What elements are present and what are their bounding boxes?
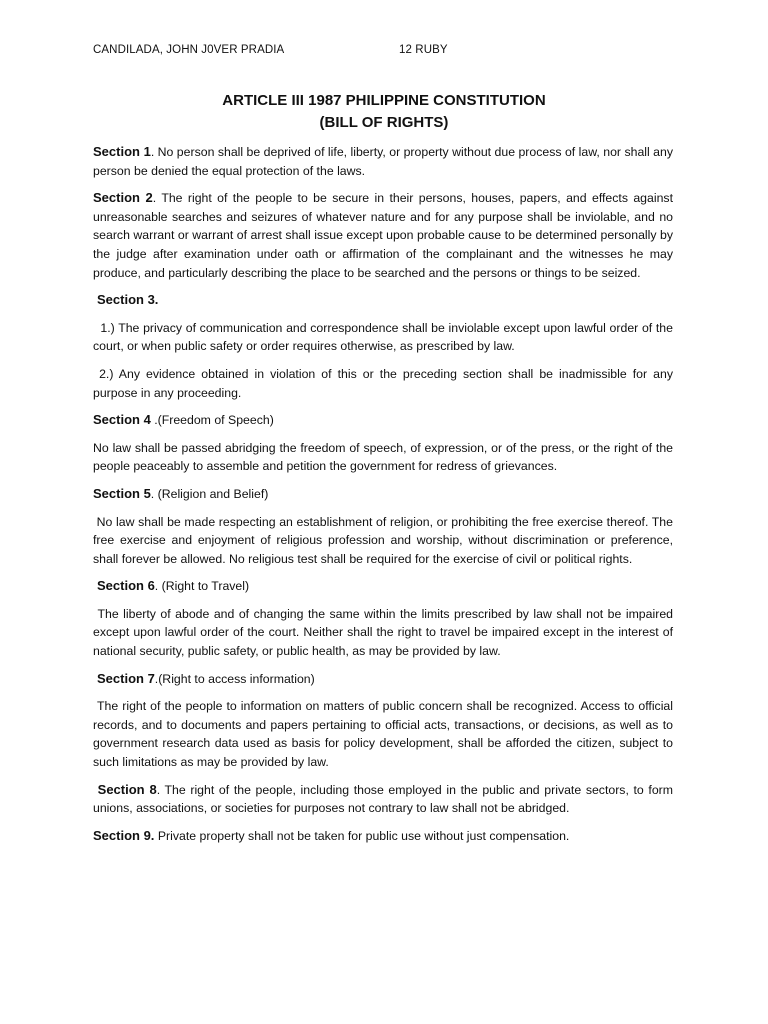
section-6-text: The liberty of abode and of changing the same within the limits prescribed by law shall not be impaired except upon lawful order of the court. Neither shall the right to travel be impaired except in the interest of national security, public safety, or public health, as may be provided by law. — [93, 606, 673, 659]
title-line-2: (BILL OF RIGHTS) — [319, 114, 449, 131]
section-7-heading — [93, 670, 673, 689]
section-9-text: Private property shall not be taken for public use without just compensation. — [154, 828, 570, 843]
section-9-label: Section 9. — [93, 827, 155, 843]
section-3-item-1: 1.) The privacy of communication and correspondence shall be inviolable except upon lawful order of the court, or when public safety or order requires otherwise, as prescribed by law. — [93, 320, 673, 354]
section-3-item-2: 2.) Any evidence obtained in violation of this or the preceding section shall be inadmissible for any purpose in any proceeding. — [93, 366, 673, 400]
section-6-subtitle: . (Right to Travel) — [154, 579, 250, 594]
section-7-subtitle: .(Right to access information) — [154, 671, 315, 686]
section-8-text: . The right of the people, including those employed in the public and private sectors, to form unions, associations, or societies for purposes not contrary to law shall not be abridged. — [93, 782, 674, 816]
title-line-1: ARTICLE III 1987 PHILIPPINE CONSTITUTION — [222, 92, 546, 109]
section-1 — [93, 143, 673, 180]
section-6-heading — [93, 577, 673, 596]
section-6-label: Section 6 — [97, 578, 155, 594]
section-2 — [93, 189, 673, 282]
section-2-label: Section 2 — [93, 190, 153, 206]
student-name: CANDILADA, JOHN J0VER PRADIA — [93, 44, 285, 56]
section-9 — [93, 827, 673, 846]
section-2-text: . The right of the people to be secure in their persons, houses, papers, and effects against unreasonable searches and seizures of whatever nature and for any purpose shall be inviolable, and no search warrant or warrant of arrest shall issue except upon probable cause to be determined personally by the judge after examination under oath or affirmation of the complainant and the witnesses he may produce, and particularly describing the place to be searched and the persons or things to be seized. — [93, 191, 673, 280]
document-body — [93, 143, 673, 854]
section-3-label: Section 3. — [97, 292, 159, 308]
section-7-text: The right of the people to information on matters of public concern shall be recognized. Access to official records, and to documents and papers pertaining to official acts, transactions, or decisions, as well as to government research data used as basis for policy development, shall be afforded the citizen, subject to such limitations as may be provided by law. — [93, 699, 674, 770]
section-4-label: Section 4 — [93, 412, 151, 428]
section-1-label: Section 1 — [93, 144, 151, 159]
section-5-heading — [93, 485, 673, 504]
section-1-text: . No person shall be deprived of life, liberty, or property without due process of law, nor shall any person be denied the equal protection of the laws. — [93, 145, 674, 178]
section-4-heading — [93, 411, 673, 430]
section-3-heading — [93, 291, 673, 310]
section-5-text: No law shall be made respecting an establishment of religion, or prohibiting the free exercise thereof. The free exercise and enjoyment of religious profession and worship, without discrimination or preference, shall forever be allowed. No religious test shall be required for the exercise of civil or political rights. — [93, 514, 673, 566]
document-header — [93, 44, 675, 56]
section-8-label: Section 8 — [97, 781, 157, 797]
section-8 — [93, 781, 673, 818]
section-7-label: Section 7 — [97, 670, 155, 686]
document-title — [0, 90, 768, 134]
student-class: 12 RUBY — [399, 44, 448, 56]
section-5-subtitle: . (Religion and Belief) — [150, 486, 269, 501]
section-5-label: Section 5 — [93, 485, 151, 501]
section-4-subtitle: .(Freedom of Speech) — [150, 413, 274, 428]
section-4-text: No law shall be passed abridging the freedom of speech, of expression, or of the press, or the right of the people peaceably to assemble and petition the government for redress of grievances. — [93, 440, 673, 474]
